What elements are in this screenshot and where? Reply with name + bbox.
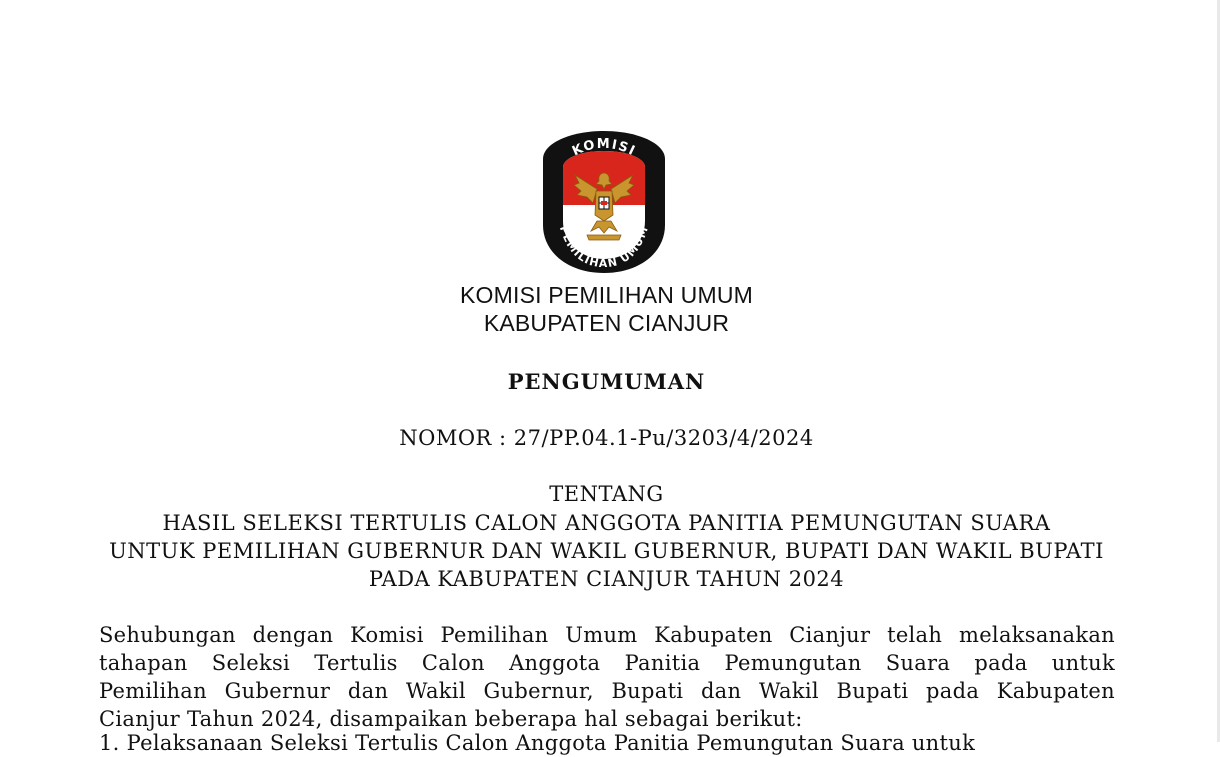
kpu-logo xyxy=(541,129,667,275)
paragraph-line-3: Pemilihan Gubernur dan Wakil Gubernur, Bupati dan Wakil Bupati pada Kabupaten xyxy=(99,679,1115,703)
paragraph-line-1: Sehubungan dengan Komisi Pemilihan Umum Kabupaten Cianjur telah melaksanakan xyxy=(99,623,1115,647)
announcement-number: NOMOR : 27/PP.04.1-Pu/3203/4/2024 xyxy=(399,426,814,450)
subject-line-2: UNTUK PEMILIHAN GUBERNUR DAN WAKIL GUBERNUR, BUPATI DAN WAKIL BUPATI xyxy=(109,539,1104,563)
logo-text-top: KOMISI xyxy=(570,137,639,160)
announcement-title: PENGUMUMAN xyxy=(507,369,706,394)
paragraph-line-4: Cianjur Tahun 2024, disampaikan beberapa hal sebagai berikut: xyxy=(99,707,803,731)
list-item-1-partial: 1. Pelaksanaan Seleksi Tertulis Calon Anggota Panitia Pemungutan Suara untuk xyxy=(99,731,976,755)
subject-line-3: PADA KABUPATEN CIANJUR TAHUN 2024 xyxy=(368,567,845,591)
org-name-line2: KABUPATEN CIANJUR xyxy=(483,310,730,336)
subject-line-1: HASIL SELEKSI TERTULIS CALON ANGGOTA PANITIA PEMUNGUTAN SUARA xyxy=(162,511,1051,535)
paragraph-line-2: tahapan Seleksi Tertulis Calon Anggota Panitia Pemungutan Suara pada untuk xyxy=(99,651,1115,675)
logo-text-bottom: PEMILIHAN UMUM xyxy=(556,224,652,271)
announcement-about: TENTANG xyxy=(549,482,664,506)
org-name-line1: KOMISI PEMILIHAN UMUM xyxy=(459,282,753,308)
